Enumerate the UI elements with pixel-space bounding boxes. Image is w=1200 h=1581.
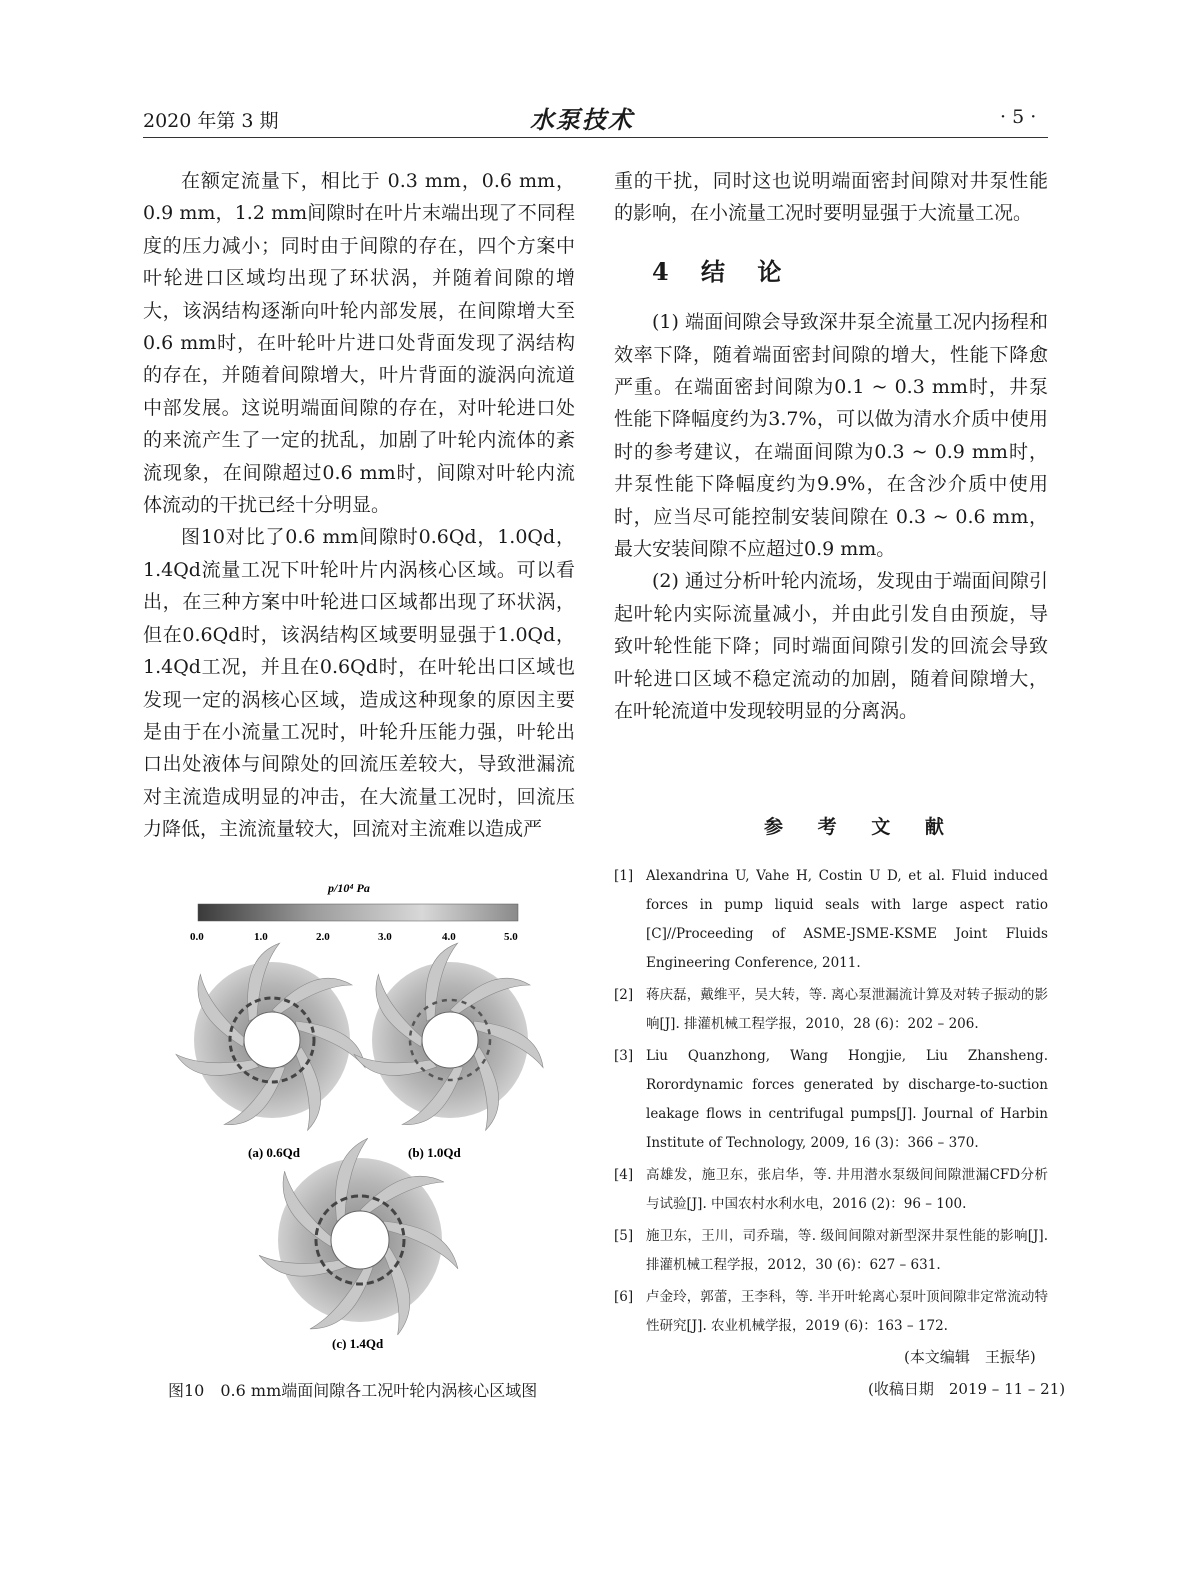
colorbar-ticks	[190, 931, 518, 943]
reference-item	[614, 1222, 1048, 1280]
header-rule	[143, 137, 1048, 138]
reference-item	[614, 1283, 1048, 1341]
subcaption-c: (c) 1.4Qd	[332, 1336, 384, 1350]
reference-text: 施卫东，王川，司乔瑞，等. 级间间隙对新型深井泵性能的影响[J]. 排灌机械工程学报，2012，30 (6)：627 – 631.	[646, 1228, 1048, 1273]
editor-note: (本文编辑 王振华)	[904, 1348, 1036, 1366]
tick-2: 2.0	[316, 931, 330, 943]
section-heading-conclusion: 4 结 论	[652, 256, 794, 286]
vortex-core-figure	[160, 880, 560, 1350]
reference-number: [3]	[614, 1048, 634, 1064]
impeller-a	[173, 939, 370, 1132]
tick-5: 5.0	[504, 931, 518, 943]
conclusion-2: (2) 通过分析叶轮内流场，发现由于端面间隙引起叶轮内实际流量减小，并由此引发自由预旋，导致叶轮性能下降；同时端面间隙引发的回流会导致叶轮进口区域不稳定流动的加剧，随着间隙增大，在叶轮流道中发现较明显的分离涡。	[614, 570, 1048, 723]
issue-label: 2020 年第 3 期	[143, 110, 279, 132]
left-column	[143, 165, 575, 846]
references-heading: 参 考 文 献	[764, 816, 958, 838]
tick-3: 3.0	[378, 931, 392, 943]
left-paragraph-1: 在额定流量下，相比于 0.3 mm，0.6 mm，0.9 mm，1.2 mm间隙时在叶片末端出现了不同程度的压力减小；同时由于间隙的存在，四个方案中叶轮进口区域均出现了环状涡，并随着间隙的增大，该涡结构逐渐向叶轮内部发展，在间隙增大至0.6 mm时，在叶轮叶片进口处背面发现了涡结构的存在，并随着间隙增大，叶片背面的漩涡向流道中部发展。这说明端面间隙的存在，对叶轮进口处的来流产生了一定的扰乱，加剧了叶轮内流体的紊流现象，在间隙超过0.6 mm时，间隙对叶轮内流体流动的干扰已经十分明显。	[143, 170, 575, 517]
tick-4: 4.0	[442, 931, 456, 943]
journal-title: 水泵技术	[530, 105, 634, 134]
right-column	[614, 165, 1048, 728]
reference-item	[614, 862, 1048, 978]
reference-text: 蒋庆磊，戴维平，吴大转，等. 离心泵泄漏流计算及对转子振动的影响[J]. 排灌机械工程学报，2010，28 (6)：202 – 206.	[646, 987, 1048, 1032]
reference-item	[614, 981, 1048, 1039]
colorbar	[198, 904, 518, 921]
right-paragraph-continued: 重的干扰，同时这也说明端面密封间隙对井泵性能的影响，在小流量工况时要明显强于大流量工况。	[614, 170, 1048, 225]
reference-item	[614, 1042, 1048, 1158]
reference-number: [6]	[614, 1289, 634, 1305]
reference-text: Liu Quanzhong, Wang Hongjie, Liu Zhansheng. Rorordynamic forces generated by discharge-to-suction leakage flows in centrifugal pumps[J]. Journal of Harbin Institute of Technology, 2009, 16 (3)：366 – 370.	[646, 1048, 1048, 1151]
reference-item	[614, 1161, 1048, 1219]
impeller-b	[351, 939, 548, 1132]
reference-text: 高雄发，施卫东，张启华，等. 井用潜水泵级间间隙泄漏CFD分析与试验[J]. 中国农村水利水电，2016 (2)：96 – 100.	[646, 1167, 1048, 1212]
reference-number: [4]	[614, 1167, 634, 1183]
colorbar-title: p/10⁴ Pa	[328, 881, 370, 895]
reference-number: [2]	[614, 987, 634, 1003]
received-date: (收稿日期 2019 – 11 – 21)	[868, 1380, 1066, 1398]
reference-number: [1]	[614, 868, 634, 884]
tick-0: 0.0	[190, 931, 204, 943]
subcaption-a: (a) 0.6Qd	[248, 1145, 300, 1160]
reference-text: Alexandrina U, Vahe H, Costin U D, et al. Fluid induced forces in pump liquid seals with large aspect ratio [C]//Proceeding of ASME-JSME-KSME Joint Fluids Engineering Conference, 2011.	[646, 868, 1048, 971]
references-list	[614, 862, 1048, 1344]
figure-10	[160, 880, 560, 1350]
reference-number: [5]	[614, 1228, 634, 1244]
reference-text: 卢金玲，郭蕾，王李科，等. 半开叶轮离心泵叶顶间隙非定常流动特性研究[J]. 农业机械学报，2019 (6)：163 – 172.	[646, 1289, 1048, 1334]
page-number: · 5 ·	[1000, 106, 1037, 128]
conclusion-1: (1) 端面间隙会导致深井泵全流量工况内扬程和效率下降，随着端面密封间隙的增大，性能下降愈严重。在端面密封间隙为0.1 ~ 0.3 mm时，井泵性能下降幅度约为3.7%，可以做为清水介质中使用时的参考建议，在端面间隙为0.3 ~ 0.9 mm时，井泵性能下降幅度约为9.9%，在含沙介质中使用时，应当尽可能控制安装间隙在 0.3 ~ 0.6 mm，最大安装间隙不应超过0.9 mm。	[614, 311, 1048, 561]
tick-1: 1.0	[254, 931, 268, 943]
impeller-c	[257, 1135, 463, 1337]
left-paragraph-2: 图10对比了0.6 mm间隙时0.6Qd，1.0Qd，1.4Qd流量工况下叶轮叶片内涡核心区域。可以看出，在三种方案中叶轮进口区域都出现了环状涡，但在0.6Qd时，该涡结构区域要明显强于1.0Qd，1.4Qd工况，并且在0.6Qd时，在叶轮出口区域也发现一定的涡核心区域，造成这种现象的原因主要是由于在小流量工况时，叶轮升压能力强，叶轮出口出处液体与间隙处的回流压差较大，导致泄漏流对主流造成明显的冲击，在大流量工况时，回流压力降低，主流流量较大，回流对主流难以造成严	[143, 526, 575, 841]
figure-caption: 图10 0.6 mm端面间隙各工况叶轮内涡核心区域图	[168, 1381, 538, 1400]
subcaption-b: (b) 1.0Qd	[408, 1145, 461, 1160]
